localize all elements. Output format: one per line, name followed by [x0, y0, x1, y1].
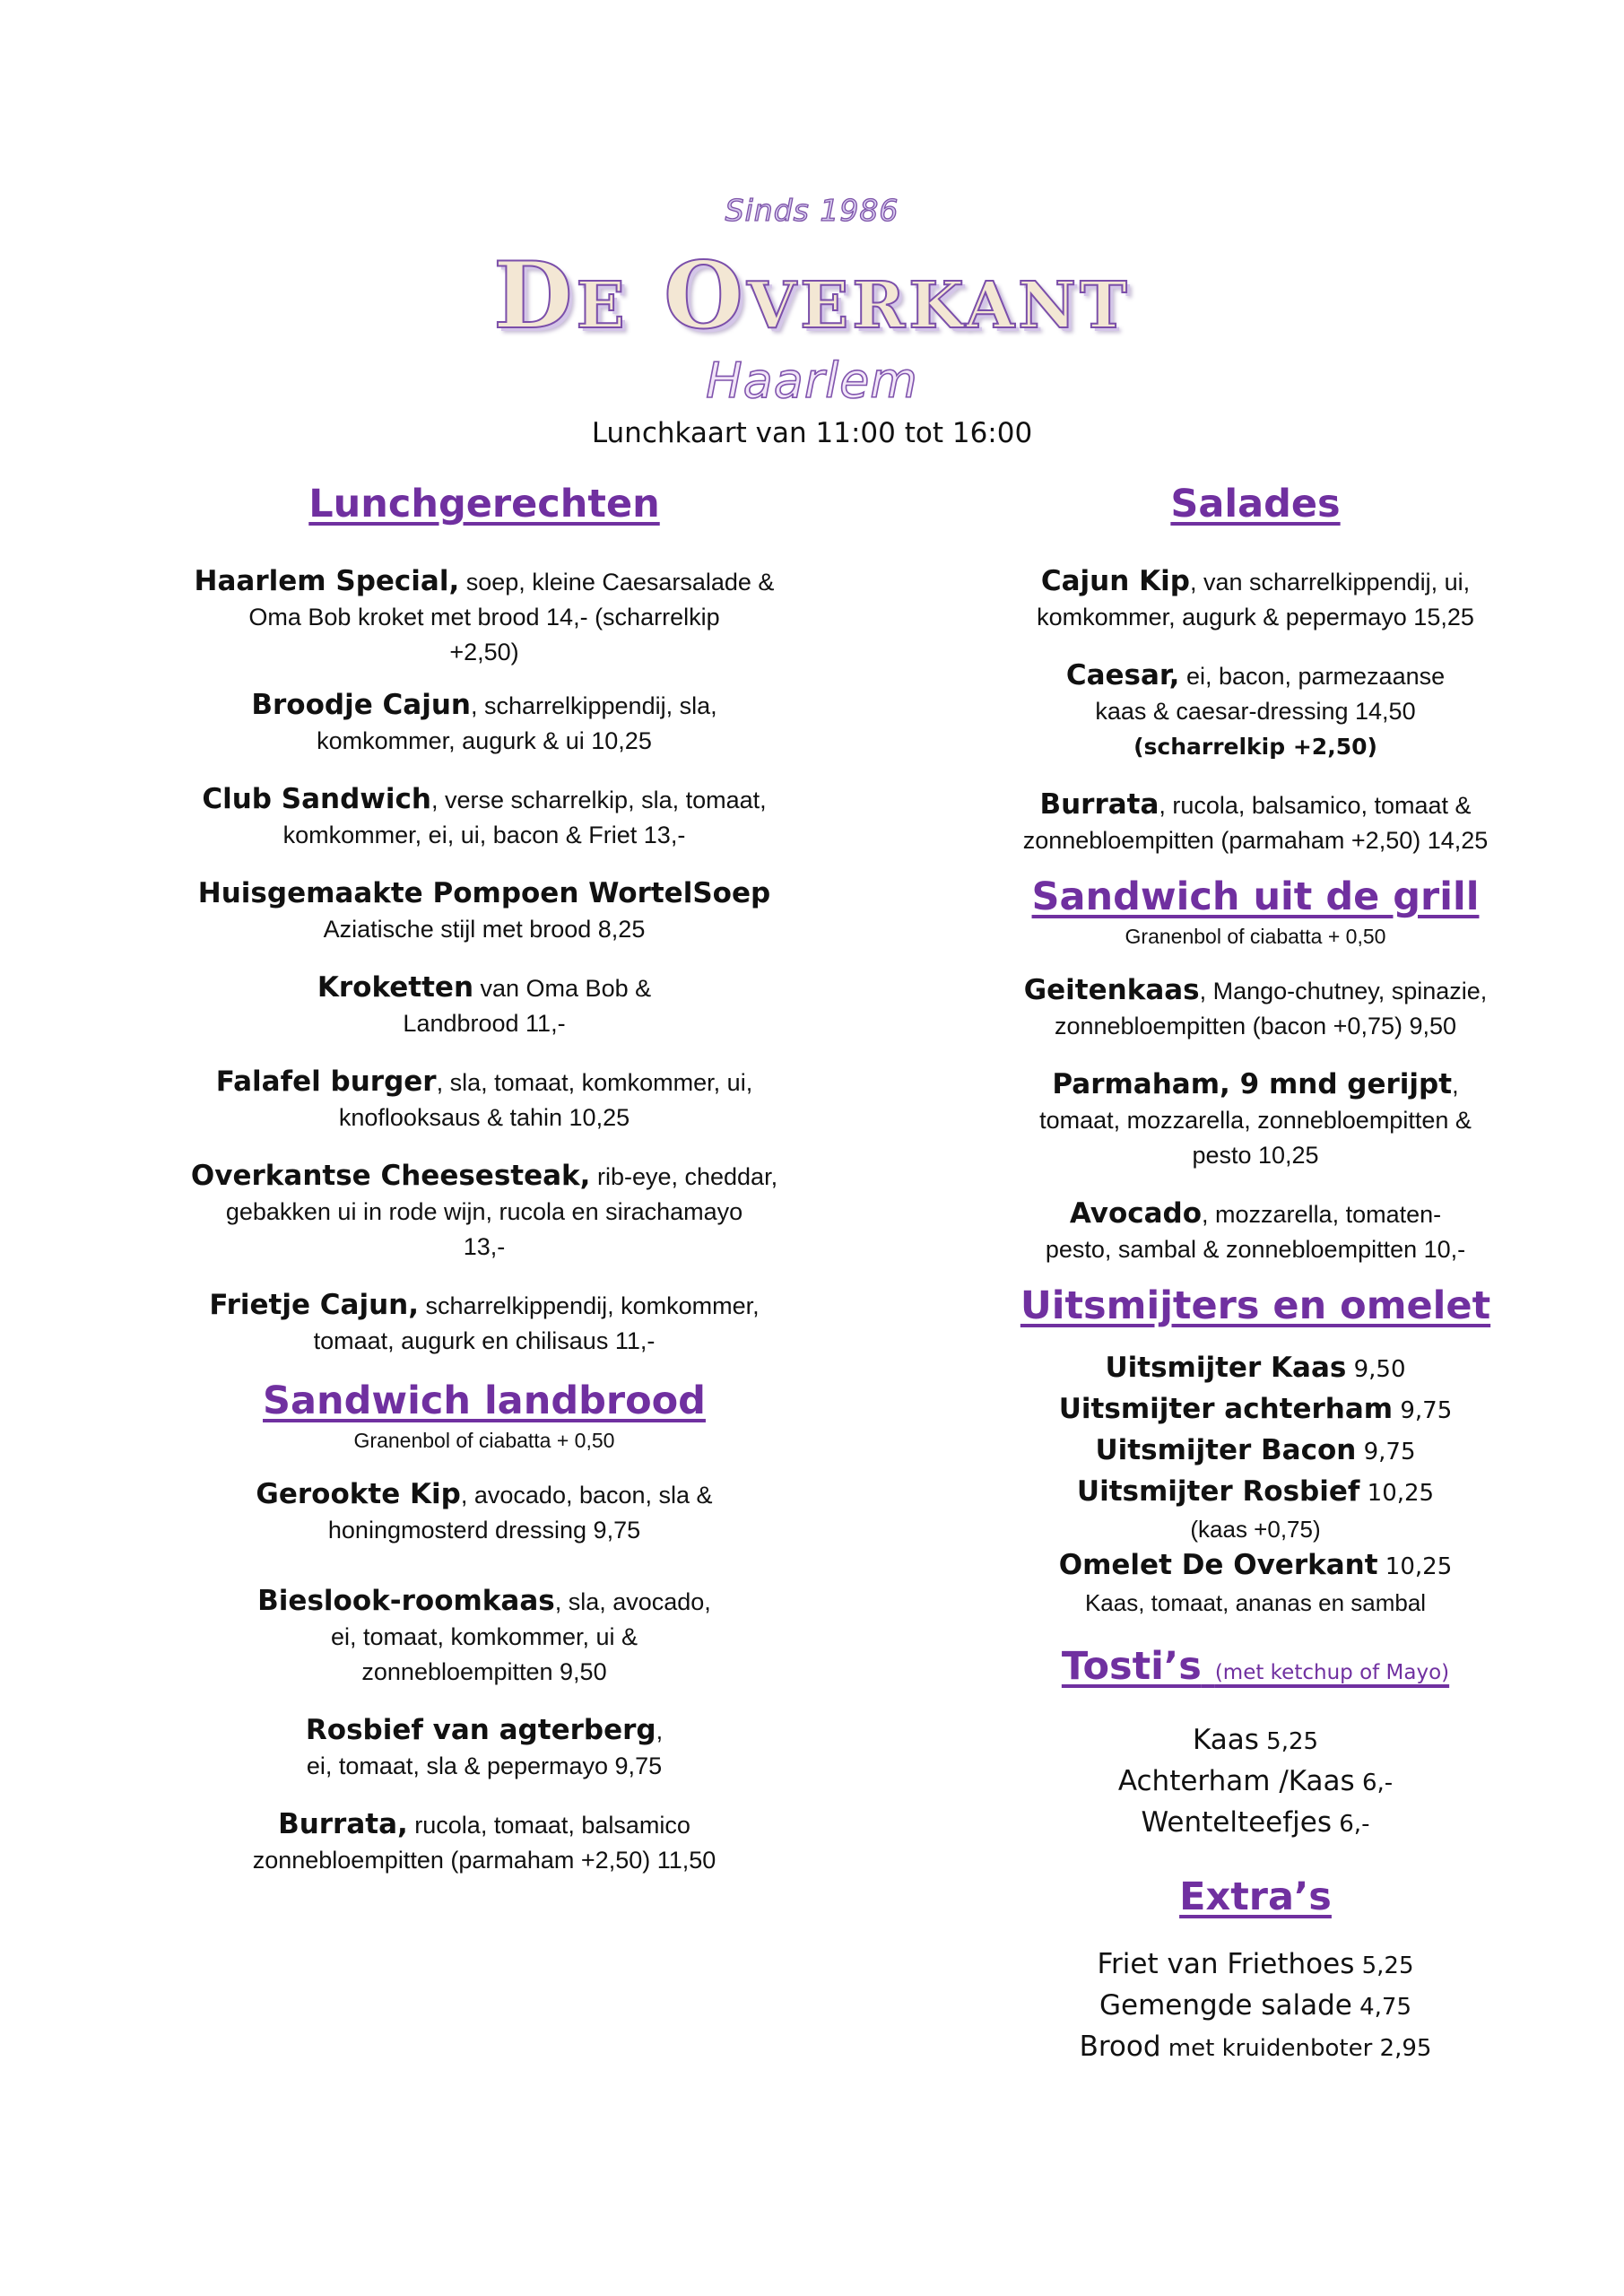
item-desc: ei, tomaat, komkommer, ui &	[330, 1623, 638, 1650]
item-desc: ei, bacon, parmezaanse	[1179, 663, 1446, 690]
item-desc: honingmosterd dressing 9,75	[327, 1517, 641, 1544]
city-name: Haarlem	[706, 352, 918, 409]
item-name: Cajun Kip	[1040, 565, 1190, 597]
tosti-note: (met ketchup of Mayo)	[1214, 1661, 1450, 1684]
item-desc: komkommer, ei, ui, bacon & Friet 13,-	[282, 822, 686, 848]
item-name: Kaas	[1192, 1724, 1259, 1756]
menu-item	[170, 1713, 798, 1784]
right-column	[964, 480, 1547, 2068]
item-name: Omelet De Overkant	[1058, 1549, 1378, 1581]
item-name: Bieslook-roomkaas	[257, 1585, 555, 1617]
menu-item	[170, 970, 798, 1041]
menu-item	[170, 1477, 798, 1548]
menu-item	[170, 782, 798, 853]
item-price: 10,25	[1377, 1553, 1453, 1580]
item-desc: kaas & caesar-dressing 14,50	[1095, 698, 1416, 725]
item-desc: ei, tomaat, sla & pepermayo 9,75	[306, 1752, 663, 1779]
omelet-description: Kaas, tomaat, ananas en sambal	[1084, 1589, 1427, 1616]
item-desc: rib-eye, cheddar,	[590, 1163, 778, 1190]
item-desc: tomaat, mozzarella, zonnebloempitten &	[1039, 1107, 1472, 1134]
uitsmijter-note: (kaas +0,75)	[1190, 1516, 1321, 1543]
item-desc: Aziatische stijl met brood 8,25	[323, 916, 646, 943]
item-name: Wentelteefjes	[1141, 1806, 1332, 1839]
menu-line	[964, 2027, 1547, 2068]
item-desc: tomaat, augurk en chilisaus 11,-	[313, 1327, 656, 1354]
menu-line	[964, 1472, 1547, 1513]
menu-item	[170, 564, 798, 670]
item-desc: pesto 10,25	[1192, 1142, 1319, 1169]
item-price: 5,25	[1354, 1952, 1414, 1979]
menu-item	[964, 787, 1547, 858]
item-desc: komkommer, augurk & ui 10,25	[317, 727, 652, 754]
section-title-sandwich-landbrood: Sandwich landbrood	[263, 1378, 706, 1423]
item-name: Avocado	[1069, 1197, 1203, 1230]
item-desc: knoflooksaus & tahin 10,25	[338, 1104, 630, 1131]
menu-line	[964, 1348, 1547, 1389]
item-desc: , scharrelkippendij, sla,	[470, 692, 717, 719]
item-desc: 13,-	[463, 1233, 506, 1260]
item-desc: , van scharrelkippendij, ui,	[1189, 569, 1471, 596]
section-title-tostis	[964, 1642, 1547, 1697]
menu-item	[170, 876, 798, 947]
item-name: Broodje Cajun	[251, 689, 471, 721]
menu-item	[964, 1196, 1547, 1267]
item-price: 9,50	[1346, 1356, 1406, 1383]
item-name: Uitsmijter achterham	[1058, 1393, 1394, 1425]
item-desc: ,	[656, 1718, 664, 1744]
menu-item	[170, 1159, 798, 1265]
menu-item	[170, 1584, 798, 1690]
item-desc: , rucola, balsamico, tomaat &	[1159, 792, 1472, 819]
item-name: Caesar,	[1065, 659, 1180, 691]
item-price: 9,75	[1356, 1439, 1416, 1465]
menu-item	[964, 658, 1547, 764]
item-price: 10,25	[1359, 1480, 1435, 1507]
item-name: Gemengde salade	[1099, 1989, 1352, 2022]
item-name: Gerookte Kip	[256, 1478, 461, 1510]
item-desc: +2,50)	[449, 639, 519, 665]
menu-item	[170, 1065, 798, 1135]
tosti-title-text: Tosti’s	[1061, 1644, 1202, 1689]
item-name: Kroketten	[317, 971, 474, 1004]
menu-line	[964, 1720, 1547, 1761]
left-column	[170, 480, 798, 1878]
menu-line	[964, 1761, 1547, 1803]
item-price: 9,75	[1393, 1397, 1453, 1424]
item-desc: , avocado, bacon, sla &	[460, 1482, 713, 1509]
menu-item	[170, 688, 798, 759]
menu-item	[964, 564, 1547, 635]
section-title-uitsmijters: Uitsmijters en omelet	[1020, 1283, 1491, 1328]
menu-line	[964, 1431, 1547, 1472]
item-desc: , verse scharrelkip, sla, tomaat,	[431, 787, 767, 813]
item-name: Frietje Cajun,	[209, 1289, 419, 1321]
item-name: Parmaham, 9 mnd gerijpt	[1052, 1068, 1453, 1100]
item-desc: Oma Bob kroket met brood 14,- (scharrelkip	[248, 604, 720, 631]
menu-line	[964, 1986, 1547, 2027]
item-name: Uitsmijter Rosbief	[1076, 1475, 1360, 1508]
section-title-salades: Salades	[1170, 482, 1341, 526]
item-desc: komkommer, augurk & pepermayo 15,25	[1037, 604, 1474, 631]
item-name: Uitsmijter Bacon	[1095, 1434, 1357, 1466]
since-text: Sinds 1986	[725, 193, 899, 228]
item-price: 4,75	[1351, 1994, 1411, 2021]
item-desc: , mozzarella, tomaten-	[1202, 1201, 1442, 1228]
item-desc: scharrelkippendij, komkommer,	[418, 1292, 760, 1319]
item-name: Club Sandwich	[202, 783, 431, 815]
item-name: Achterham /Kaas	[1117, 1765, 1355, 1797]
menu-line	[964, 1545, 1547, 1587]
item-name: Overkantse Cheesesteak,	[190, 1160, 591, 1192]
restaurant-name: De Overkant	[493, 242, 1131, 350]
section-title-lunchgerechten: Lunchgerechten	[308, 482, 660, 526]
item-desc: ,	[1452, 1072, 1459, 1099]
menu-item	[170, 1288, 798, 1359]
menu-item	[964, 973, 1547, 1044]
section-title-extras: Extra’s	[1179, 1874, 1332, 1919]
item-desc: soep, kleine Caesarsalade &	[459, 569, 775, 596]
item-name: Geitenkaas	[1023, 974, 1200, 1006]
item-desc: pesto, sambal & zonnebloempitten 10,-	[1045, 1236, 1466, 1263]
item-desc: zonnebloempitten (parmaham +2,50) 11,50	[252, 1847, 716, 1874]
item-price: met kruidenboter 2,95	[1160, 2035, 1432, 2062]
item-desc: zonnebloempitten (bacon +0,75) 9,50	[1054, 1013, 1457, 1039]
item-name: Brood	[1079, 2031, 1161, 2063]
item-name: Falafel burger	[215, 1065, 437, 1098]
item-desc: gebakken ui in rode wijn, rucola en sirachamayo	[225, 1198, 743, 1225]
item-desc: rucola, tomaat, balsamico	[407, 1812, 690, 1839]
item-desc: Landbrood 11,-	[403, 1010, 566, 1037]
item-name: Burrata	[1039, 788, 1159, 821]
item-name: Uitsmijter Kaas	[1105, 1352, 1347, 1384]
section-subtitle: Granenbol of ciabatta + 0,50	[1125, 925, 1386, 948]
item-name: Friet van Friethoes	[1097, 1948, 1355, 1980]
item-desc: van Oma Bob &	[473, 975, 652, 1002]
item-extra: (scharrelkip +2,50)	[1133, 734, 1377, 760]
item-desc: , sla, tomaat, komkommer, ui,	[436, 1069, 753, 1096]
item-price: 6,-	[1354, 1770, 1394, 1796]
item-name: Haarlem Special,	[194, 565, 460, 597]
section-title-sandwich-grill: Sandwich uit de grill	[1031, 874, 1480, 919]
item-name: Burrata,	[278, 1808, 408, 1840]
menu-line	[964, 1389, 1547, 1431]
item-name: Huisgemaakte Pompoen WortelSoep	[197, 877, 771, 909]
lunch-hours: Lunchkaart van 11:00 tot 16:00	[591, 417, 1033, 449]
menu-line	[964, 1944, 1547, 1986]
item-desc: , sla, avocado,	[554, 1588, 711, 1615]
item-desc: , Mango-chutney, spinazie,	[1199, 978, 1488, 1004]
menu-line	[964, 1803, 1547, 1844]
item-desc: zonnebloempitten 9,50	[361, 1658, 607, 1685]
item-price: 6,-	[1332, 1811, 1370, 1838]
section-subtitle: Granenbol of ciabatta + 0,50	[353, 1429, 615, 1452]
menu-item	[170, 1807, 798, 1878]
item-desc: zonnebloempitten (parmaham +2,50) 14,25	[1022, 827, 1489, 854]
item-price: 5,25	[1258, 1728, 1319, 1755]
item-name: Rosbief van agterberg	[305, 1714, 656, 1746]
menu-item	[964, 1067, 1547, 1173]
